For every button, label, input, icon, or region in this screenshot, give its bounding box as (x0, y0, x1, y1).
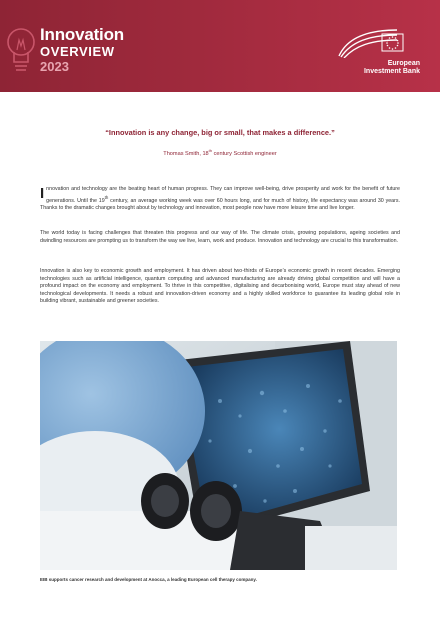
paragraph-3: Innovation is also key to economic growth and employment. It has driven about two-thirds of Europe’s economic growth in recent decades. Emerging technologies such as artificial intelligence, quantum computing and advanced manufacturing are already driving global competition and will have a profound impact on the economy and employment. To thrive in this competitive, digitalising and decarbonising world, Europe must stay ahead of new technological developments. It needs a robust and innovation-driven economy and a highly skilled workforce to guarantee its leading global role in building vibrant, sustainable and greener societies. (40, 268, 400, 305)
pull-quote: “Innovation is any change, big or small, that makes a difference.” (105, 128, 335, 137)
paragraph-2: The world today is facing challenges that threaten this progress and our way of life. The climate crisis, growing populations, ageing societies and dwindling resources are prompting us to transform the way we live, learn, work and produce. Innovation and technology are crucial to this transformation. (40, 230, 400, 244)
header-banner (0, 0, 440, 92)
title-year: 2023 (40, 59, 69, 74)
quote-author: Thomas Smith, 18th century Scottish engineer (163, 148, 277, 157)
photo-caption: EIB supports cancer research and development at Anocca, a leading European cell therapy company. (40, 577, 257, 582)
lab-photo (40, 341, 397, 570)
lightbulb-icon (3, 24, 43, 80)
paragraph-1: Innovation and technology are the beating heart of human progress. They can improve well-being, drive prosperity and work for the benefit of future generations. Until the 19th century, an average working week was over 60 hours long, and for much of history, life expectancy was around 30 years. Thanks to the dramatic changes brought about by technology and innovation, most people now have more leisure time and live longer. (40, 185, 400, 211)
title-innovation: Innovation (40, 25, 124, 44)
bank-name: European Investment Bank (363, 60, 420, 75)
drop-cap: I (40, 185, 45, 202)
title-overview: OVERVIEW (40, 44, 115, 59)
title-block (40, 26, 124, 75)
eib-logo-icon (337, 26, 407, 58)
